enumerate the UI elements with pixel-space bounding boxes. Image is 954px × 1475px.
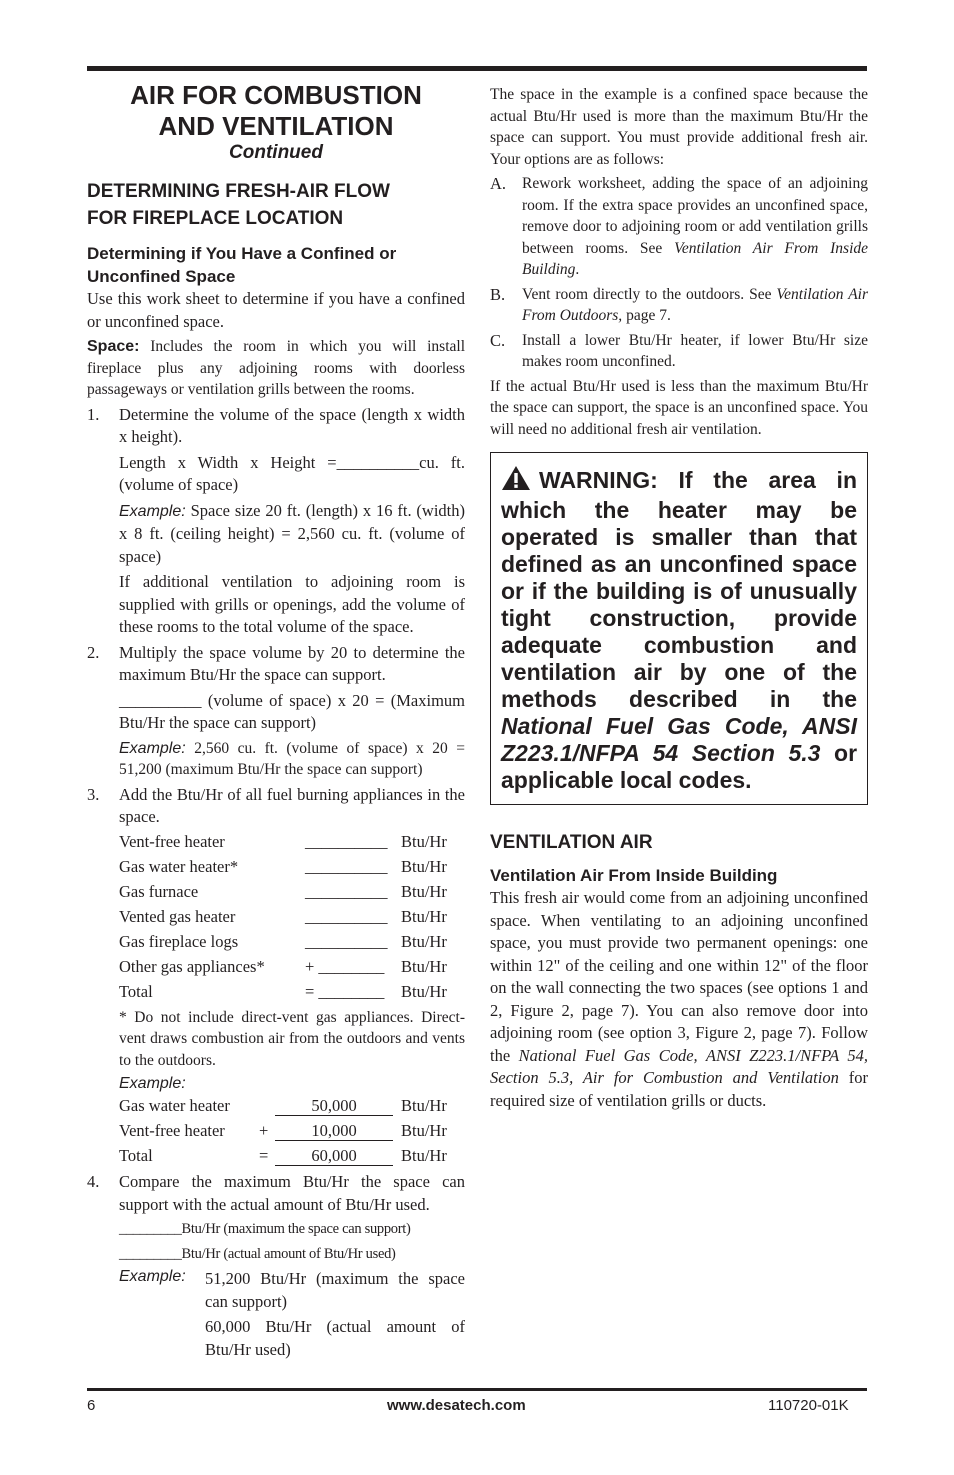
step-3-number: 3. — [87, 784, 100, 804]
appliance-blank: __________ — [305, 931, 388, 951]
space-paragraph — [87, 336, 465, 401]
option-a-letter: A. — [490, 174, 507, 193]
confined-explanation: The space in the example is a confined space because the actual Btu/Hr used is more than the maximum Btu/Hr the space can support. You must provide additional fresh air. Your options are as follows: — [490, 86, 868, 168]
example-row — [119, 1093, 465, 1118]
left-column — [87, 80, 465, 1361]
step-1 — [87, 404, 465, 449]
appliance-name: Other gas appliances* — [119, 956, 265, 976]
warning-text-end: or applicable local codes. — [501, 740, 858, 793]
option-b — [490, 284, 868, 327]
continued-label: Continued — [229, 142, 323, 163]
space-text: Includes the room in which you will install fireplace plus any adjoining rooms with doorless passageways or ventilation grills between the rooms. — [87, 338, 465, 398]
appliance-row — [119, 854, 465, 879]
intro-paragraph: Use this work sheet to determine if you have a confined or unconfined space. — [87, 289, 465, 331]
appliance-blank: __________ — [305, 856, 388, 876]
step-4-example-2: 60,000 Btu/Hr (actual amount of Btu/Hr used) — [205, 1317, 465, 1359]
appliance-row — [119, 879, 465, 904]
bottom-rule — [87, 1388, 867, 1391]
step-2-formula: __________ (volume of space) x 20 = (Maximum Btu/Hr the space can support) — [119, 690, 465, 732]
appliance-table — [87, 829, 465, 1004]
appliance-name: Gas fireplace logs — [119, 931, 239, 951]
ventilation-heading: VENTILATION AIR — [490, 832, 653, 853]
example-prefix: = — [259, 1146, 269, 1165]
page-number: 6 — [87, 1397, 96, 1414]
option-c-text: Install a lower Btu/Hr heater, if lower Btu/Hr size makes room unconfined. — [522, 331, 868, 370]
appliance-name: Gas water heater* — [119, 856, 239, 876]
appliance-unit: Btu/Hr — [401, 931, 447, 951]
appliance-blank: = ________ — [305, 981, 385, 1001]
appliance-row — [119, 904, 465, 929]
space-label: Space: — [87, 338, 140, 355]
step-4-number: 4. — [87, 1172, 100, 1191]
step-4 — [87, 1171, 465, 1216]
example-row — [119, 1143, 465, 1168]
section-heading — [87, 178, 465, 232]
step-3-text: Add the Btu/Hr of all fuel burning appliances in the space. — [119, 784, 465, 826]
example-name: Gas water heater — [119, 1096, 230, 1115]
example-value: 50,000 — [275, 1097, 393, 1116]
ventilation-subheading: Ventilation Air From Inside Building — [490, 866, 778, 885]
step-1-note: If additional ventilation to adjoining room is supplied with grills or openings, add the volume of these rooms to the total volume of the space. — [119, 572, 465, 636]
example-table — [87, 1093, 465, 1168]
step-3 — [87, 784, 465, 829]
example-unit: Btu/Hr — [401, 1096, 447, 1115]
step-1-text: Determine the volume of the space (length x width x height). — [119, 404, 465, 446]
option-b-text: Vent room directly to the outdoors. See — [522, 285, 772, 303]
example-row — [119, 1118, 465, 1143]
example-label: Example: — [119, 1268, 186, 1285]
appliance-name: Total — [119, 981, 153, 1001]
step-4-example-1: 51,200 Btu/Hr (maximum the space can support) — [205, 1269, 465, 1311]
appliance-name: Gas furnace — [119, 881, 199, 901]
appliance-blank: __________ — [305, 881, 388, 901]
section-heading-line-1: DETERMINING FRESH-AIR FLOW — [87, 181, 390, 202]
appliance-blank: __________ — [305, 831, 388, 851]
step-4-line-2: _________Btu/Hr (actual amount of Btu/Hr used) — [119, 1245, 396, 1262]
title-line-1: AIR FOR COMBUSTION — [130, 80, 422, 110]
sub-heading-line-1: Determining if You Have a Confined or — [87, 244, 397, 263]
option-c-letter: C. — [490, 330, 506, 350]
option-a: A. Rework worksheet, adding the space of an adjoining room. If the extra space provides an unconfined space, remove door to adjoining room or add ventilation grills between rooms. See Ventilation Air From Inside Building. — [490, 173, 868, 281]
ventilation-text: This fresh air would come from an adjoining unconfined space. When ventilating to an adjoining unconfined space, you must provide two permanent openings: one within 12" of the ceiling and one within 12" of the floor on the wall connecting the two spaces (see options 1 and 2, Figure 2, page 7). You can also remove door into adjoining room (see option 3, Figure 2, page 7). Follow the — [490, 888, 868, 1065]
appliance-unit: Btu/Hr — [401, 906, 447, 926]
right-column — [490, 84, 868, 1112]
appliance-row — [119, 979, 465, 1004]
appliance-row — [119, 929, 465, 954]
appliance-unit: Btu/Hr — [401, 831, 447, 851]
option-b-page: page 7. — [626, 307, 671, 324]
page-title — [87, 80, 465, 142]
warning-reference: National Fuel Gas Code, ANSI Z223.1/NFPA 54 Section 5.3 — [501, 713, 857, 766]
step-4-text: Compare the maximum Btu/Hr the space can support with the actual amount of Btu/Hr used. — [119, 1172, 465, 1214]
step-1-formula: Length x Width x Height =__________cu. ft. (volume of space) — [119, 452, 465, 494]
title-line-2: AND VENTILATION — [158, 111, 394, 141]
appliance-unit: Btu/Hr — [401, 956, 447, 976]
example-unit: Btu/Hr — [401, 1146, 447, 1165]
sub-heading-line-2: Unconfined Space — [87, 267, 236, 286]
step-4-line-1: _________Btu/Hr (maximum the space can support) — [119, 1221, 411, 1237]
appliance-row — [119, 954, 465, 979]
appliance-blank: + ________ — [305, 956, 385, 976]
document-code: 110720-01K — [768, 1397, 849, 1414]
warning-triangle-icon — [501, 465, 531, 497]
appliance-name: Vented gas heater — [119, 906, 236, 926]
option-a-text: Rework worksheet, adding the space of an adjoining room. If the extra space provides an unconfined space, remove door to adjoining room or add ventilation grills between rooms. See — [522, 175, 868, 257]
step-1-number: 1. — [87, 404, 100, 424]
step-3-footnote: * Do not include direct-vent gas appliances. Direct-vent draws combustion air from the outdoors and vents to the outdoors. — [119, 1008, 465, 1069]
step-2 — [87, 642, 465, 687]
appliance-row — [119, 829, 465, 854]
warning-box — [490, 452, 868, 805]
example-prefix — [259, 1093, 275, 1118]
option-b-reference: Ventilation Air From Outdoors, — [522, 285, 868, 324]
appliance-name: Vent-free heater — [119, 831, 225, 851]
example-prefix: + — [259, 1121, 269, 1140]
footer-url: www.desatech.com — [387, 1397, 526, 1414]
warning-text: WARNING: If the area in which the heater may be operated is smaller than that defined as an unconfined space or if the building is of unusually tight construction, provide adequate combustion and ventilation air by one of the methods described in the — [501, 467, 857, 712]
unconfined-explanation: If the actual Btu/Hr used is less than the maximum Btu/Hr the space can support, the space is an unconfined space. You will need no additional fresh air ventilation. — [490, 377, 868, 438]
example-label: Example: — [119, 739, 186, 757]
appliance-unit: Btu/Hr — [401, 881, 447, 901]
option-b-letter: B. — [490, 284, 506, 304]
step-1-example: Space size 20 ft. (length) x 16 ft. (width) x 8 ft. (ceiling height) = 2,560 cu. ft. (volume of space) — [119, 500, 466, 566]
appliance-blank: __________ — [305, 906, 388, 926]
example-value: 10,000 — [275, 1122, 393, 1141]
example-label: Example: — [119, 502, 186, 520]
example-name: Total — [119, 1146, 153, 1165]
option-c — [490, 330, 868, 373]
ventilation-reference: National Fuel Gas Code, ANSI Z223.1/NFPA 54, Section 5.3, Air for Combustion and Ventilation — [490, 1045, 868, 1087]
step-2-text: Multiply the space volume by 20 to determine the maximum Btu/Hr the space can support. — [119, 642, 465, 684]
ventilation-text-end: for required size of ventilation grills or ducts. — [490, 1068, 868, 1110]
ventilation-paragraph — [490, 887, 868, 1112]
sub-heading — [87, 242, 465, 288]
example-value: 60,000 — [275, 1147, 393, 1166]
appliance-unit: Btu/Hr — [401, 856, 447, 876]
example-unit: Btu/Hr — [401, 1121, 447, 1140]
example-name: Vent-free heater — [119, 1121, 225, 1140]
top-rule — [87, 66, 867, 71]
section-heading-line-2: FOR FIREPLACE LOCATION — [87, 208, 344, 229]
option-a-reference: Ventilation Air From Inside Building — [522, 239, 868, 278]
step-2-number: 2. — [87, 642, 100, 662]
example-label: Example: — [119, 1075, 186, 1092]
step-2-example: 2,560 cu. ft. (volume of space) x 20 = 51,200 (maximum Btu/Hr the space can support) — [119, 739, 465, 778]
appliance-unit: Btu/Hr — [401, 981, 447, 1001]
